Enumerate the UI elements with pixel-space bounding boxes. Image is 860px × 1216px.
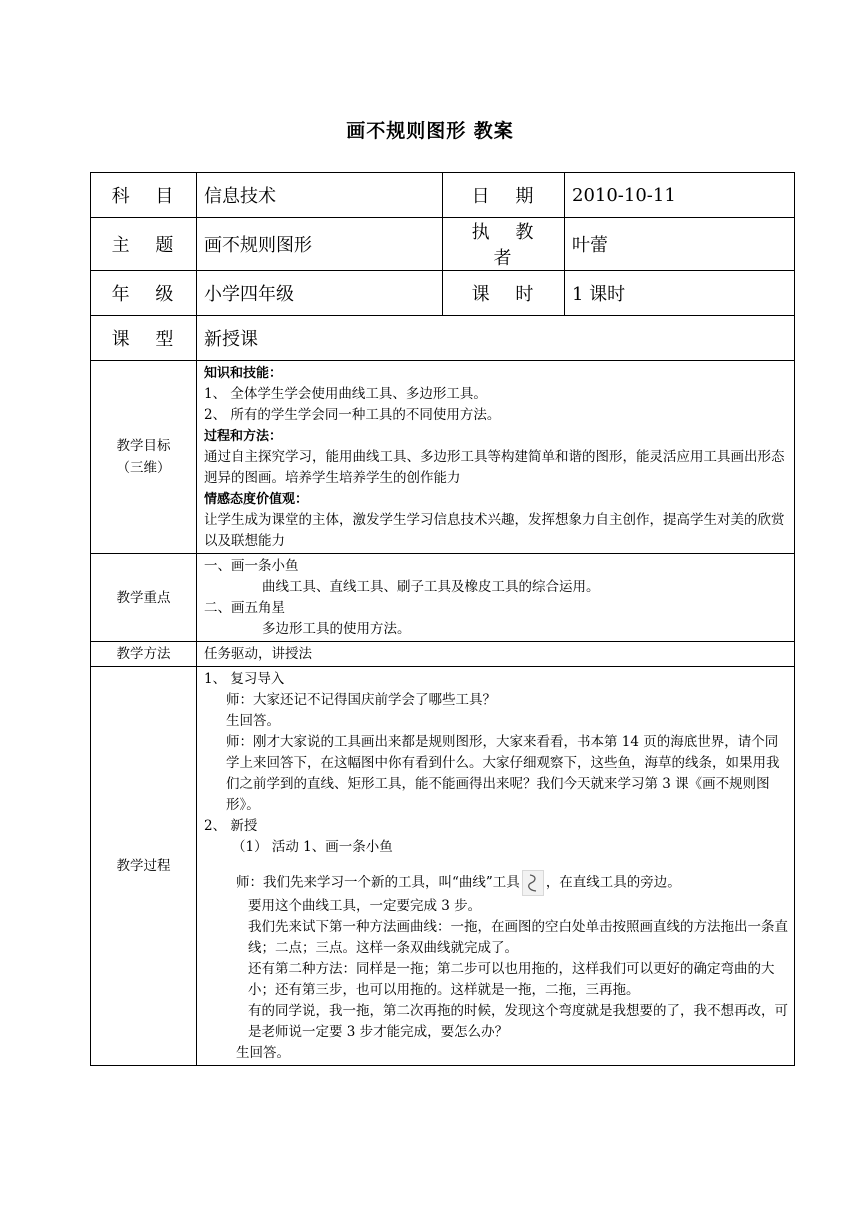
process-line: （1） 活动 1、画一条小鱼 <box>232 839 393 855</box>
objective-line: 1、 全体学生学会使用曲线工具、多边形工具。 <box>204 386 487 402</box>
process-line: 要用这个曲线工具，一定要完成 3 步。 <box>248 898 482 914</box>
objectives-content <box>197 361 795 554</box>
process-line: 生回答。 <box>226 713 280 729</box>
row-type <box>91 316 795 361</box>
process-line: 生回答。 <box>236 1045 290 1061</box>
objective-line: 2、 所有的学生学会同一种工具的不同使用方法。 <box>204 407 501 423</box>
process-content <box>197 667 795 1066</box>
curve-tool-icon <box>522 870 544 896</box>
process-heading: 过程和方法： <box>204 429 283 444</box>
document-title: 画不规则图形 教案 <box>346 120 514 142</box>
type-value: 新授课 <box>197 316 795 361</box>
period-value: 1 课时 <box>565 271 795 316</box>
process-line: 我们先来试下第一种方法画曲线：一拖，在画图的空白处单击按照画直线的方法拖出一条直线；二点；三点。这样一条双曲线就完成了。 <box>248 919 788 956</box>
grade-value: 小学四年级 <box>197 271 443 316</box>
date-value: 2010-10-11 <box>565 173 795 218</box>
method-value: 任务驱动，讲授法 <box>197 642 795 667</box>
type-label: 课 型 <box>91 316 197 361</box>
objectives-label: 教学目标 （三维） <box>91 361 197 554</box>
key-point-line: 二、画五角星 <box>204 600 285 616</box>
row-key-points <box>91 554 795 642</box>
row-method <box>91 642 795 667</box>
date-label: 日 期 <box>443 173 565 218</box>
attitude-heading: 情感态度价值观： <box>204 492 309 507</box>
row-process <box>91 667 795 1066</box>
row-grade <box>91 271 795 316</box>
objective-line: 让学生成为课堂的主体，激发学生学习信息技术兴趣，发挥想象力自主创作，提高学生对美的欣赏以及联想能力 <box>204 512 785 549</box>
period-label: 课 时 <box>443 271 565 316</box>
teacher-label: 执 教 者 <box>443 218 565 271</box>
key-point-line: 一、画一条小鱼 <box>204 558 299 574</box>
objective-line: 通过自主探究学习，能用曲线工具、多边形工具等构建简单和谐的图形，能灵活应用工具画出形态迥异的图画。培养学生培养学生的创作能力 <box>204 449 785 486</box>
process-line: 师：刚才大家说的工具画出来都是规则图形，大家来看看，书本第 14 页的海底世界，请个同学上来回答下，在这幅图中你有看到什么。大家仔细观察下，这些鱼，海草的线条，如果用我们之前学到的直线、矩形工具，能不能画得出来呢？我们今天就来学习第 3 课《画不规则图形》。 <box>226 734 780 813</box>
process-line: 师：我们先来学习一个新的工具，叫“曲线”工具 ，在直线工具的旁边。 <box>204 870 790 896</box>
process-line: 还有第二种方法：同样是一拖；第二步可以也用拖的，这样我们可以更好的确定弯曲的大小；还有第三步，也可以用拖的。这样就是一拖，二拖，三再拖。 <box>248 961 775 998</box>
topic-value: 画不规则图形 <box>197 218 443 271</box>
knowledge-heading: 知识和技能： <box>204 366 283 381</box>
key-points-label: 教学重点 <box>91 554 197 642</box>
process-line: 2、 新授 <box>204 818 258 834</box>
process-line: 师：大家还记不记得国庆前学会了哪些工具？ <box>226 692 496 708</box>
process-line: 1、 复习导入 <box>204 671 285 687</box>
subject-value: 信息技术 <box>197 173 443 218</box>
subject-label: 科 目 <box>91 173 197 218</box>
key-point-line: 曲线工具、直线工具、刷子工具及橡皮工具的综合运用。 <box>262 579 600 595</box>
teacher-value: 叶蕾 <box>565 218 795 271</box>
topic-label: 主 题 <box>91 218 197 271</box>
row-objectives <box>91 361 795 554</box>
row-subject <box>91 173 795 218</box>
method-label: 教学方法 <box>91 642 197 667</box>
key-point-line: 多边形工具的使用方法。 <box>262 621 411 637</box>
key-points-content <box>197 554 795 642</box>
process-line: 有的同学说，我一拖，第二次再拖的时候，发现这个弯度就是我想要的了，我不想再改，可是老师说一定要 3 步才能完成，要怎么办？ <box>248 1003 788 1040</box>
process-label: 教学过程 <box>91 667 197 1066</box>
lesson-plan-table <box>90 172 795 1066</box>
row-topic <box>91 218 795 271</box>
grade-label: 年 级 <box>91 271 197 316</box>
